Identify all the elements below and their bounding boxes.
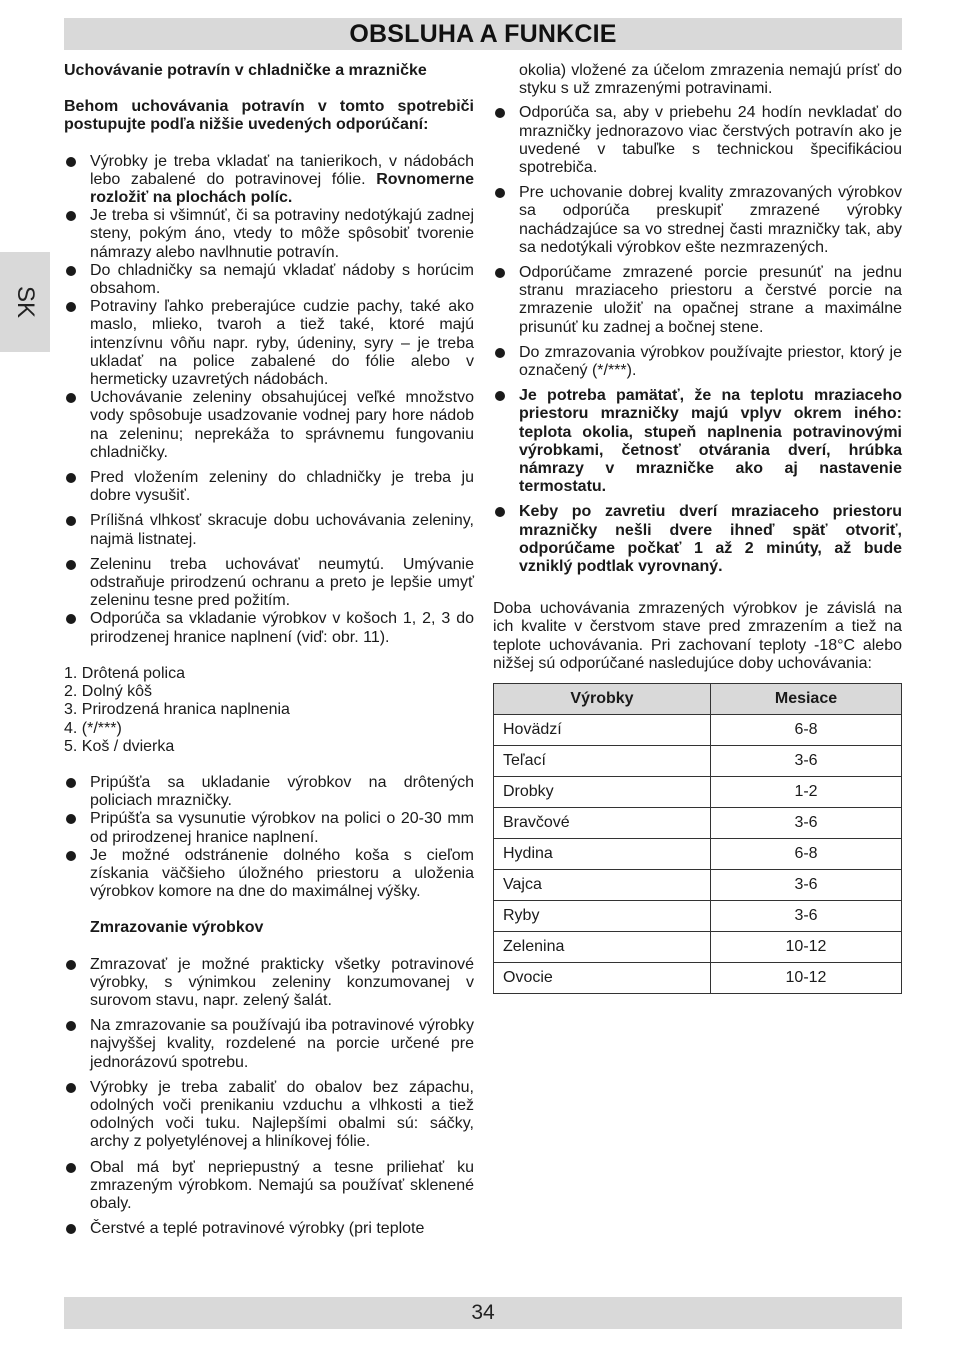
list-item: Zmrazovať je možné prakticky všetky potravinové výrobky, s výnimkou zeleniny konzumovanej v surovom stavu, napr. zelený šalát. <box>64 956 474 1011</box>
cell-product: Ryby <box>494 901 711 932</box>
list-item: Je možné odstránenie dolného koša s cieľom získania väčšieho úložného priestoru a uloženia výrobkov komore na dne do maximálnej výšky. <box>64 847 474 902</box>
table-row <box>494 839 902 870</box>
continued-text: okolia) vložené za účelom zmrazenia nemajú prísť do styku s už zmrazenými potravinami. <box>519 62 902 98</box>
footer-bar <box>64 1297 902 1329</box>
table-row <box>494 932 902 963</box>
freezing-tips-list <box>64 956 474 1239</box>
storage-duration-table <box>493 683 902 994</box>
list-item: Pre uchovanie dobrej kvality zmrazovaných výrobkov sa odporúča preskupiť zmrazené výrobky nachádzajúce sa vo strednej časti mrazničky tak, aby sa nedotýkali výrobkov ešte nezmrazených. <box>493 184 902 257</box>
section-title-storage: Uchovávanie potravín v chladničke a mrazničke <box>64 62 427 79</box>
legend-item: 1. Drôtená polica <box>64 664 185 682</box>
cell-months: 3-6 <box>711 901 902 932</box>
freezer-tips-list <box>64 774 474 901</box>
list-item: Obal má byť nepriepustný a tesne priliehať ku zmrazeným výrobkom. Nemajú sa používať sklenené obaly. <box>64 1159 474 1214</box>
cell-product: Hovädzí <box>494 715 711 746</box>
table-row <box>494 901 902 932</box>
cell-months: 10-12 <box>711 963 902 994</box>
left-column <box>64 62 474 1238</box>
legend-item: 4. (*/***) <box>64 719 122 737</box>
list-item: Uchovávanie zeleniny obsahujúcej veľké množstvo vody spôsobuje usadzovanie vodnej pary hore nádob na zeleninu; neprekáža to správnemu fungovaniu chladničky. <box>64 389 474 462</box>
storage-duration-intro: Doba uchovávania zmrazených výrobkov je závislá na ich kvalite v čerstvom stave pred zmrazením a tiež na teplote uchovávania. Pri zachovaní teploty -18°C alebo nižšej sú odporúčané nasledujúce doby uchovávania: <box>493 600 902 672</box>
table-row <box>494 963 902 994</box>
cell-product: Zelenina <box>494 932 711 963</box>
table-row <box>494 870 902 901</box>
table-row <box>494 715 902 746</box>
list-item: Odporúčame zmrazené porcie presunúť na jednu stranu mraziaceho priestoru a čerstvé porcie na zmrazenie uložiť na opačnej strane a maximálne prisunúť ku zadnej a bočnej stene. <box>493 264 902 337</box>
list-item: Výrobky je treba zabaliť do obalov bez zápachu, odolných voči prenikaniu vzduchu a vlhkosti a tiež odolných voči tuku. Najlepšími obalmi sú: sáčky, archy z polyetylénovej a hliníkovej fólie. <box>64 1079 474 1152</box>
section-intro-storage: Behom uchovávania potravín v tomto spotrebiči postupujte podľa nižšie uvedených odporúčaní: <box>64 98 474 134</box>
list-item: Je treba si všimnúť, či sa potraviny nedotýkajú zadnej steny, pokým áno, vtedy to môže spôsobiť tvorenie námrazy alebo navlhnutie potravín. <box>64 207 474 262</box>
cell-months: 1-2 <box>711 777 902 808</box>
list-item: Keby po zavretiu dverí mraziaceho priestoru mrazničky nešli dvere ihneď späť otvoriť, odporúčame počkať 1 až 2 minúty, až bude vzniklý podtlak vyrovnaný. <box>493 503 902 576</box>
legend-item: 3. Prirodzená hranica naplnenia <box>64 701 290 719</box>
language-tab-label: SK <box>11 285 39 319</box>
section-title-freezing: Zmrazovanie výrobkov <box>90 919 264 937</box>
list-item: Prílišná vlhkosť skracuje dobu uchovávania zeleniny, najmä listnatej. <box>64 512 474 548</box>
list-item: Je potreba pamätať, že na teplotu mraziaceho priestoru mrazničky majú vplyv okrem iného: teplota okolia, stupeň naplnenia potravinovými výrobkami, četnosť otvárania dverí, hrúbka námrazy v mrazničke ako aj nastavenie termostatu. <box>493 387 902 496</box>
column-header-products: Výrobky <box>494 684 711 715</box>
cell-product: Teľací <box>494 746 711 777</box>
list-item: Výrobky je treba vkladať na tanierikoch, v nádobách lebo zabalené do potravinovej fólie. Rovnomerne rozložiť na plochách políc. <box>64 153 474 208</box>
legend-item: 5. Koš / dvierka <box>64 737 175 755</box>
list-item: Odporúča sa, aby v priebehu 24 hodín nevkladať do mrazničky jednorazovo viac čerstvých potravín ako je uvedené v tabuľke s technickou špecifikáciou spotrebiča. <box>493 104 902 177</box>
list-item: Odporúča sa vkladanie výrobkov v košoch 1, 2, 3 do prirodzenej hranice naplnení (viď: obr. 11). <box>64 610 474 646</box>
storage-tips-list <box>64 153 474 647</box>
freezing-tips-list-continued <box>493 104 902 576</box>
cell-product: Vajca <box>494 870 711 901</box>
cell-months: 6-8 <box>711 715 902 746</box>
cell-months: 3-6 <box>711 746 902 777</box>
page-title: OBSLUHA A FUNKCIE <box>349 19 617 48</box>
table-row <box>494 746 902 777</box>
cell-months: 10-12 <box>711 932 902 963</box>
cell-product: Drobky <box>494 777 711 808</box>
list-item: Potraviny ľahko preberajúce cudzie pachy, také ako maslo, mlieko, tvaroh a tiež také, ktoré majú intenzívnu vôňu napr. ryby, údeniny, syry – je treba ukladať na police zabalené do fólie alebo v hermeticky uzavretých nádobách. <box>64 298 474 389</box>
table-row <box>494 777 902 808</box>
list-item: Do zmrazovania výrobkov používajte priestor, ktorý je označený (*/***). <box>493 344 902 380</box>
header-bar <box>64 18 902 50</box>
list-item: Čerstvé a teplé potravinové výrobky (pri teplote <box>64 1220 474 1238</box>
list-item: Do chladničky sa nemajú vkladať nádoby s horúcim obsahom. <box>64 262 474 298</box>
language-tab <box>0 252 50 352</box>
cell-months: 3-6 <box>711 870 902 901</box>
list-item: Pred vložením zeleniny do chladničky je treba ju dobre vysušiť. <box>64 469 474 505</box>
figure-legend-list <box>64 665 474 756</box>
table-header-row <box>494 684 902 715</box>
cell-product: Bravčové <box>494 808 711 839</box>
list-item: Pripúšťa sa ukladanie výrobkov na drôtených policiach mrazničky. <box>64 774 474 810</box>
column-header-months: Mesiace <box>711 684 902 715</box>
cell-months: 3-6 <box>711 808 902 839</box>
page-number: 34 <box>471 1301 495 1324</box>
list-item: Pripúšťa sa vysunutie výrobkov na polici o 20-30 mm od prirodzenej hranice naplnení. <box>64 810 474 846</box>
table-row <box>494 808 902 839</box>
cell-product: Hydina <box>494 839 711 870</box>
right-column <box>493 62 902 994</box>
list-item: Na zmrazovanie sa používajú iba potravinové výrobky najvyššej kvality, rozdelené na porcie určené pre jednorázovú spotrebu. <box>64 1017 474 1072</box>
list-item: Zeleninu treba uchovávať neumytú. Umývanie odstraňuje prirodzenú ochranu a preto je lepšie umyť zeleninu tesne pred požitím. <box>64 556 474 611</box>
cell-product: Ovocie <box>494 963 711 994</box>
cell-months: 6-8 <box>711 839 902 870</box>
legend-item: 2. Dolný kôš <box>64 683 153 701</box>
